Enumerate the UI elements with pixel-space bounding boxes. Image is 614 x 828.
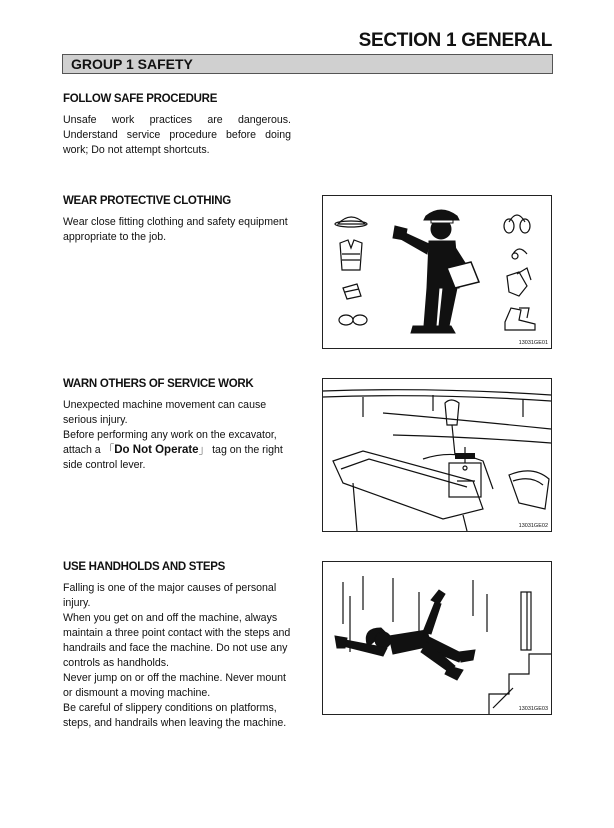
hard-hat-icon bbox=[424, 210, 459, 220]
quote-mark: 「 bbox=[103, 444, 115, 456]
lever-grip-icon bbox=[445, 400, 459, 425]
paragraph: Falling is one of the major causes of personal injury. bbox=[63, 582, 277, 609]
figure-protective-clothing bbox=[322, 195, 552, 349]
safety-boots-icon bbox=[505, 308, 535, 330]
text-handholds-steps bbox=[63, 581, 291, 731]
paragraph: Be careful of slippery conditions on platforms, steps, and handrails when leaving the machine. bbox=[63, 702, 287, 729]
paragraph: Wear close fitting clothing and safety equipment appropriate to the job. bbox=[63, 216, 288, 243]
paragraph: When you get on and off the machine, always maintain a three point contact with the steps and handrails and face the machine. Do not use any controls as handholds. bbox=[63, 612, 291, 669]
figure-code: 13031GE02 bbox=[518, 523, 548, 529]
falling-worker-illustration bbox=[323, 562, 551, 714]
heading-handholds-steps: USE HANDHOLDS AND STEPS bbox=[63, 561, 225, 573]
paragraph bbox=[63, 428, 291, 473]
text-warn-others bbox=[63, 398, 291, 473]
goggles-icon bbox=[339, 315, 353, 325]
section-title: SECTION 1 GENERAL bbox=[358, 30, 552, 51]
paragraph: Unexpected machine movement can cause serious injury. bbox=[63, 399, 267, 426]
control-lever-illustration bbox=[323, 379, 551, 531]
figure-do-not-operate-tag bbox=[322, 378, 552, 532]
vest-icon bbox=[340, 240, 362, 270]
text-wear-protective-clothing bbox=[63, 215, 291, 245]
heading-wear-protective-clothing: WEAR PROTECTIVE CLOTHING bbox=[63, 195, 231, 207]
paragraph: Never jump on or off the machine. Never mount or dismount a moving machine. bbox=[63, 672, 286, 699]
heading-follow-safe-procedure: FOLLOW SAFE PROCEDURE bbox=[63, 93, 218, 105]
protective-clothing-illustration bbox=[323, 196, 551, 348]
work-gloves-icon bbox=[507, 272, 527, 296]
group-title: GROUP 1 SAFETY bbox=[71, 56, 193, 72]
heading-warn-others: WARN OTHERS OF SERVICE WORK bbox=[63, 378, 254, 390]
figure-code: 13031GE01 bbox=[518, 340, 548, 346]
figure-falling-worker bbox=[322, 561, 552, 715]
paragraph: Unsafe work practices are dangerous. Understand service procedure before doing work; Do not attempt shortcuts. bbox=[63, 114, 291, 156]
text-follow-safe-procedure bbox=[63, 113, 291, 158]
glove-icon bbox=[393, 226, 407, 240]
quote-mark: 」 bbox=[198, 444, 210, 456]
do-not-operate-tag-icon bbox=[449, 463, 481, 497]
ear-muffs-icon bbox=[509, 215, 525, 222]
group-title-bar bbox=[62, 54, 553, 74]
tag-label: Do Not Operate bbox=[114, 444, 199, 456]
text-segment: tag on the right side control lever. bbox=[63, 444, 283, 471]
figure-code: 13031GE03 bbox=[518, 706, 548, 712]
text-segment: Before performing any work on the excavator, attach a bbox=[63, 429, 277, 456]
handrail-icon bbox=[521, 592, 531, 650]
